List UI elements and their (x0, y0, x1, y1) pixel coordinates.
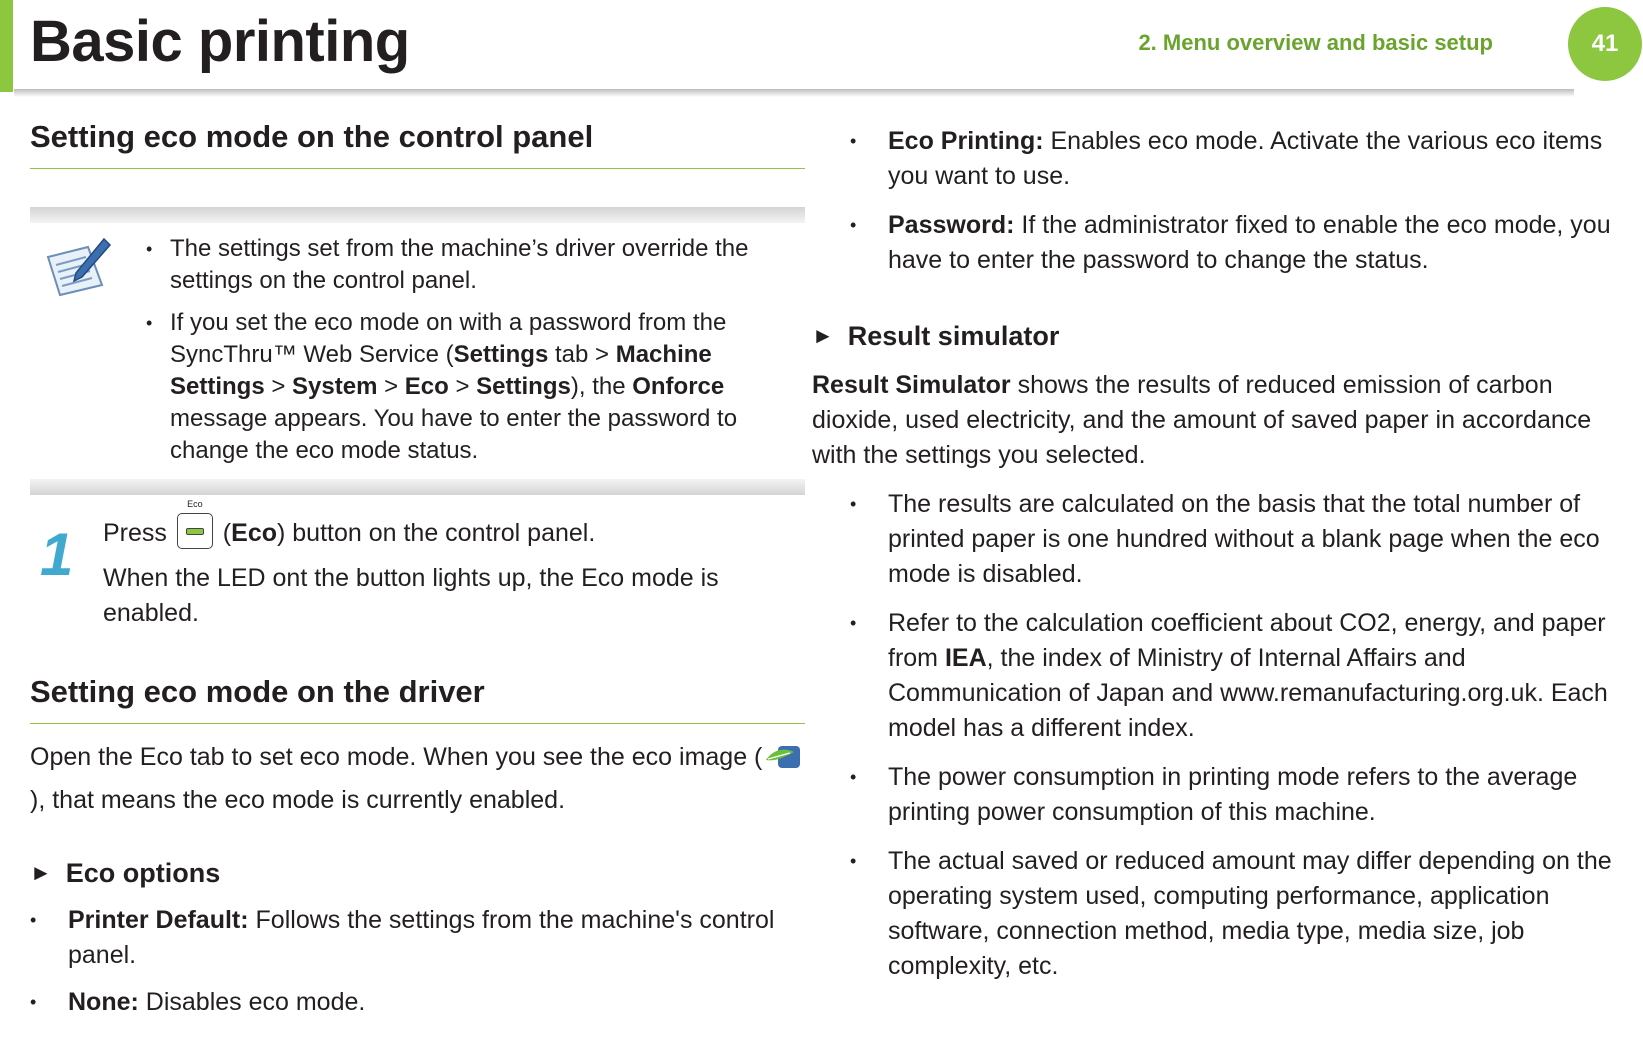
result-note-item: • The results are calculated on the basis that the total number of printed paper is one hundred without a blank page when the eco mode is disabled. (888, 487, 1625, 592)
note-item: • The settings set from the machine’s driver override the settings on the control panel. (170, 233, 805, 297)
step-instruction: Press Eco (Eco) button on the control panel. (103, 499, 596, 547)
driver-section (30, 671, 805, 1020)
step-1 (30, 499, 805, 631)
result-note-item: • The power consumption in printing mode refers to the average printing power consumption of this machine. (888, 760, 1625, 830)
eco-option-item: • None: Disables eco mode. (68, 985, 805, 1020)
header-divider (14, 89, 1574, 97)
result-note-item: • The actual saved or reduced amount may differ depending on the operating system used, computing performance, application software, connection method, media type, media size, job complexity, etc. (888, 844, 1625, 984)
header-accent-bar (0, 0, 13, 92)
note-top-bar (30, 207, 805, 223)
eco-option-item: • Password: If the administrator fixed to enable the eco mode, you have to enter the password to change the status. (888, 208, 1625, 278)
section-heading-driver: Setting eco mode on the driver (30, 671, 805, 724)
eco-options-list-continued (850, 124, 1625, 278)
right-column (812, 116, 1625, 984)
eco-option-item: • Eco Printing: Enables eco mode. Activate the various eco items you want to use. (888, 124, 1625, 194)
note-list (30, 223, 805, 467)
note-bottom-bar (30, 479, 805, 495)
eco-leaf-icon (764, 743, 800, 781)
page-number-badge: 41 (1568, 7, 1642, 81)
page-title: Basic printing (30, 9, 410, 74)
chapter-title: 2. Menu overview and basic setup (1138, 30, 1493, 55)
result-note-item: • Refer to the calculation coefficient about CO2, energy, and paper from IEA, the index of Ministry of Internal Affairs and Communication of Japan and www.remanufacturing.org.uk. Each model has a different index. (888, 606, 1625, 746)
step-note: When the LED ont the button lights up, the Eco mode is enabled. (103, 564, 719, 627)
eco-options-heading: ► Eco options (30, 858, 221, 888)
note-box (30, 207, 805, 495)
step-number: 1 (40, 521, 74, 588)
eco-options-list (30, 903, 805, 1020)
driver-paragraph: Open the Eco tab to set eco mode. When you see the eco image (), that means the eco mode is currently enabled. (30, 738, 805, 819)
left-column (30, 116, 805, 1020)
note-pencil-icon (42, 235, 112, 304)
triangle-bullet-icon: ► (30, 860, 52, 885)
result-simulator-paragraph: Result Simulator shows the results of reduced emission of carbon dioxide, used electricity, and the amount of saved paper in accordance with the settings you selected. (812, 371, 1592, 469)
eco-option-item: • Printer Default: Follows the settings from the machine's control panel. (68, 903, 805, 973)
result-notes-list (850, 487, 1625, 984)
note-item: • If you set the eco mode on with a password from the SyncThru™ Web Service (Settings tab > Machine Settings > System > Eco > Settings), the Onforce message appears. You have to enter the password to change the eco mode status. (170, 307, 805, 467)
eco-button-icon: Eco (177, 513, 213, 549)
triangle-bullet-icon: ► (812, 323, 834, 348)
result-simulator-heading: ► Result simulator (812, 321, 1060, 351)
section-heading-control-panel: Setting eco mode on the control panel (30, 116, 805, 169)
